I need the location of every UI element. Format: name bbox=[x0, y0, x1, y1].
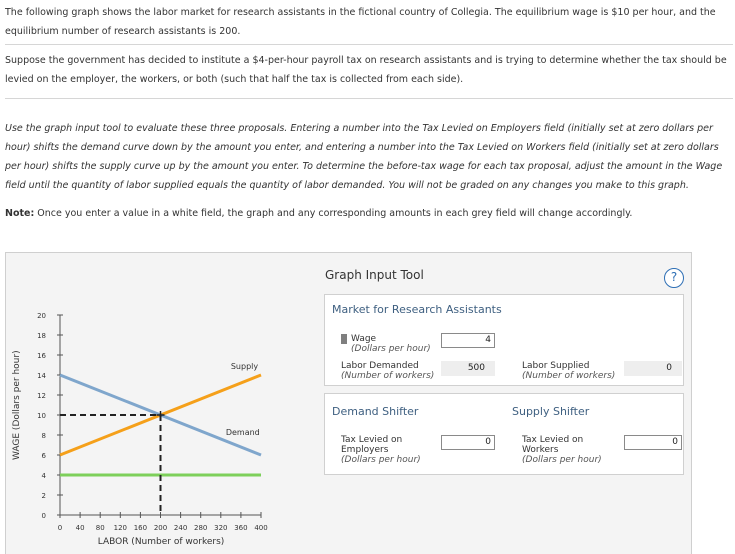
x-tick-label: 160 bbox=[133, 524, 148, 532]
wage-swatch-icon bbox=[341, 334, 347, 344]
x-tick-label: 280 bbox=[194, 524, 208, 532]
x-tick-label: 360 bbox=[234, 524, 248, 532]
x-tick-label: 200 bbox=[153, 524, 168, 532]
y-tick-label: 4 bbox=[41, 472, 46, 480]
y-axis-label: WAGE (Dollars per hour) bbox=[12, 350, 22, 460]
intro-paragraph-2: Suppose the government has decided to institute a $4-per-hour payroll tax on research assistants and is trying to determine whether the tax should be levied on the employer, the workers, or both (such that half the tax is collected from each side). bbox=[5, 55, 727, 85]
tax-employers-label: Tax Levied on Employers (Dollars per hour) bbox=[341, 435, 421, 465]
graph-tool-title: Graph Input Tool bbox=[325, 268, 424, 282]
market-title: Market for Research Assistants bbox=[332, 303, 502, 316]
x-axis-label: LABOR (Number of workers) bbox=[97, 537, 225, 547]
y-tick-label: 8 bbox=[41, 432, 46, 440]
x-tick-label: 320 bbox=[214, 524, 228, 532]
tax-workers-label: Tax Levied on Workers (Dollars per hour) bbox=[522, 435, 602, 465]
demand-shifter-title: Demand Shifter bbox=[332, 405, 419, 418]
y-tick-label: 12 bbox=[37, 392, 46, 400]
tax-workers-input[interactable]: 0 bbox=[624, 435, 682, 450]
x-tick-label: 0 bbox=[57, 524, 63, 532]
x-tick-label: 40 bbox=[75, 524, 85, 532]
y-tick-label: 6 bbox=[41, 452, 46, 460]
instructions: Use the graph input tool to evaluate these three proposals. Entering a number into the Tax Levied on Employers field (initially set at zero dollars per hour) shifts the demand curve down by the amount you enter, and entering a number into the Tax Levied on Workers field (initially set at zero dollars per hour) shifts the supply curve up by the amount you enter. To determine the before-tax wage for each tax proposal, adjust the amount in the Wage field until the quantity of labor supplied equals the quantity of labor demanded. You will not be graded on any changes you make to this graph. bbox=[5, 123, 723, 191]
intro-paragraph-1: The following graph shows the labor market for research assistants in the fictional country of Collegia. The equilibrium wage is $10 per hour, and the equilibrium number of research assistants is 200. bbox=[5, 7, 716, 37]
y-tick-label: 14 bbox=[37, 372, 46, 380]
demand-curve-label: Demand bbox=[225, 428, 260, 437]
labor-supplied-value: 0 bbox=[624, 361, 682, 376]
labor-demanded-label: Labor Demanded (Number of workers) bbox=[341, 361, 435, 381]
x-tick-label: 240 bbox=[173, 524, 188, 532]
chart-marks bbox=[60, 362, 261, 515]
labor-demanded-value: 500 bbox=[441, 361, 495, 376]
help-icon[interactable]: ? bbox=[664, 268, 684, 288]
y-tick-label: 2 bbox=[41, 492, 46, 500]
wage-input[interactable]: 4 bbox=[441, 333, 495, 348]
labor-supplied-label: Labor Supplied (Number of workers) bbox=[522, 361, 616, 381]
supply-curve-label: Supply bbox=[230, 362, 259, 371]
y-tick-label: 18 bbox=[37, 332, 46, 340]
x-tick-label: 120 bbox=[113, 524, 127, 532]
y-tick-label: 0 bbox=[41, 512, 46, 520]
x-tick-label: 400 bbox=[254, 524, 268, 532]
supply-shifter-title: Supply Shifter bbox=[512, 405, 590, 418]
y-tick-label: 10 bbox=[37, 412, 46, 420]
y-tick-label: 16 bbox=[37, 352, 46, 360]
wage-label: Wage (Dollars per hour) bbox=[351, 334, 431, 354]
note-label: Note: bbox=[5, 208, 35, 219]
tax-employers-input[interactable]: 0 bbox=[441, 435, 495, 450]
y-tick-label: 20 bbox=[37, 312, 46, 320]
x-tick-label: 80 bbox=[95, 524, 105, 532]
note-text: Once you enter a value in a white field, the graph and any corresponding amounts in each grey field will change accordingly. bbox=[34, 208, 633, 219]
chart-axes bbox=[37, 312, 268, 532]
